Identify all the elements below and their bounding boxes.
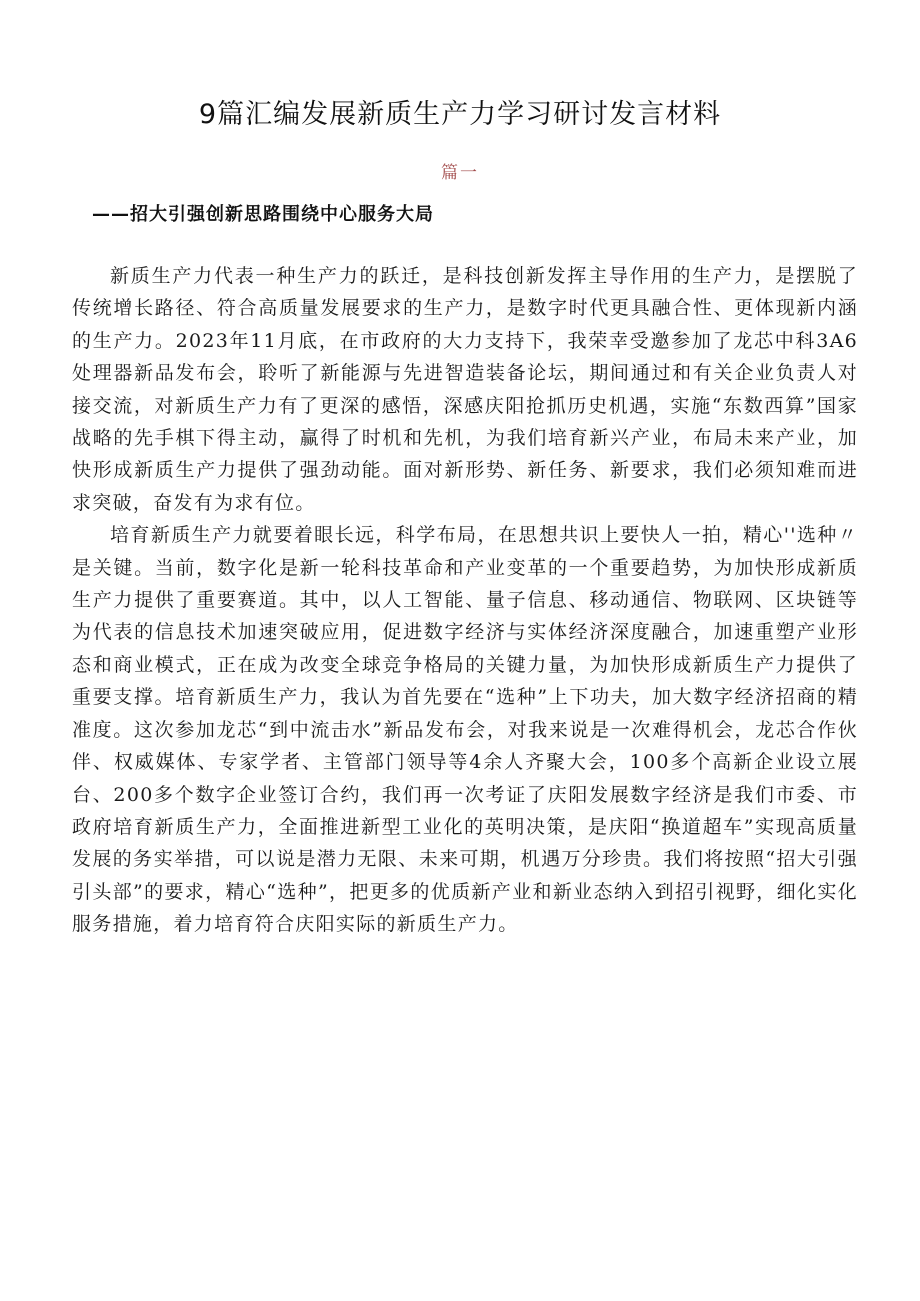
body-text — [72, 260, 858, 941]
section-label: 篇一 — [441, 163, 479, 183]
section-subtitle: ——招大引强创新思路围绕中心服务大局 — [92, 204, 434, 225]
paragraph: 新质生产力代表一种生产力的跃迁，是科技创新发挥主导作用的生产力，是摆脱了传统增长路径、符合高质量发展要求的生产力，是数字时代更具融合性、更体现新内涵的生产力。2023年11月底，在市政府的大力支持下，我荣幸受邀参加了龙芯中科3A6处理器新品发布会，聆听了新能源与先进智造装备论坛，期间通过和有关企业负责人对接交流，对新质生产力有了更深的感悟，深感庆阳抢抓历史机遇，实施“东数西算”国家战略的先手棋下得主动，赢得了时机和先机，为我们培育新兴产业，布局未来产业，加快形成新质生产力提供了强劲动能。面对新形势、新任务、新要求，我们必须知难而进求突破，奋发有为求有位。 — [72, 265, 858, 514]
paragraph: 培育新质生产力就要着眼长远，科学布局，在思想共识上要快人一拍，精心''选种〃是关键。当前，数字化是新一轮科技革命和产业变革的一个重要趋势，为加快形成新质生产力提供了重要赛道。其中，以人工智能、量子信息、移动通信、物联网、区块链等为代表的信息技术加速突破应用，促进数字经济与实体经济深度融合，加速重塑产业形态和商业模式，正在成为改变全球竞争格局的关键力量，为加快形成新质生产力提供了重要支撑。培育新质生产力，我认为首先要在“选种”上下功夫，加大数字经济招商的精准度。这次参加龙芯“到中流击水”新品发布会，对我来说是一次难得机会，龙芯合作伙伴、权威媒体、专家学者、主管部门领导等4余人齐聚大会，100多个高新企业设立展台、200多个数字企业签订合约，我们再一次考证了庆阳发展数字经济是我们市委、市政府培育新质生产力，全面推进新型工业化的英明决策，是庆阳“换道超车”实现高质量发展的务实举措，可以说是潜力无限、未来可期，机遇万分珍贵。我们将按照“招大引强引头部”的要求，精心“选种”，把更多的优质新产业和新业态纳入到招引视野，细化实化服务措施，着力培育符合庆阳实际的新质生产力。 — [72, 524, 858, 936]
document-title: 9篇汇编发展新质生产力学习研讨发言材料 — [198, 99, 722, 130]
